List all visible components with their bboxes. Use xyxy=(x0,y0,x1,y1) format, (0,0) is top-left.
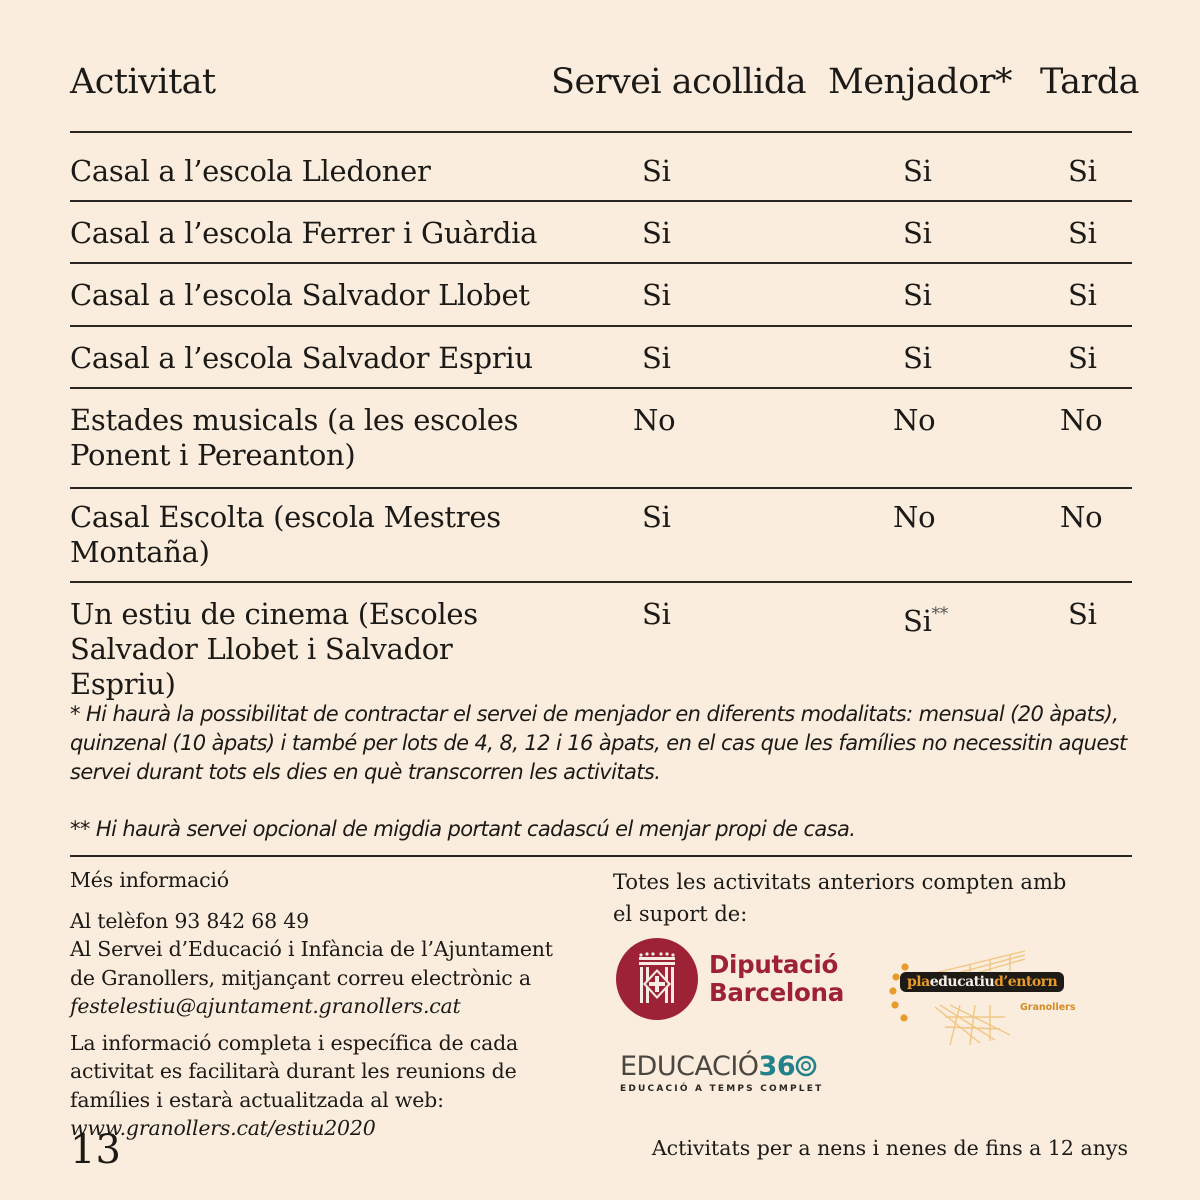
menjador-value: Si xyxy=(903,216,932,250)
activity-name: Casal a l’escola Salvador Llobet xyxy=(70,278,530,312)
page-number: 13 xyxy=(70,1127,121,1173)
acollida-value: No xyxy=(633,403,676,437)
acollida-value: Si xyxy=(642,597,671,631)
menjador-value: Si xyxy=(903,278,932,312)
pla-educatiu-entorn-logo xyxy=(880,945,1110,1055)
email-link[interactable]: festelestiu@ajuntament.granollers.cat xyxy=(70,994,461,1018)
phone-line: Al telèfon 93 842 68 49 xyxy=(70,908,309,933)
e360-tagline: EDUCACIÓ A TEMPS COMPLET xyxy=(620,1084,824,1094)
tarda-value: No xyxy=(1060,403,1103,437)
web-text: La informació completa i específica de cada activitat es facilitarà durant les reunions de famílies i estarà actualitzada al web: xyxy=(70,1030,519,1112)
activity-name: Casal a l’escola Lledoner xyxy=(70,154,431,188)
more-info-title: Més informació xyxy=(70,868,229,892)
e360-zero-icon xyxy=(795,1055,817,1077)
acollida-value: Si xyxy=(642,500,671,534)
web-link[interactable]: www.granollers.cat/estiu2020 xyxy=(70,1116,376,1140)
diputacio-line-1: Diputació xyxy=(709,950,839,979)
tarda-value: Si xyxy=(1068,597,1097,631)
e360-word: EDUCACIÓ xyxy=(620,1051,759,1082)
support-text xyxy=(613,866,1113,930)
menjador-value xyxy=(903,597,948,639)
educacio-360-logo xyxy=(620,1052,823,1094)
activity-name: Casal a l’escola Salvador Espriu xyxy=(70,341,533,375)
acollida-value: Si xyxy=(642,154,671,188)
row-divider xyxy=(70,200,1132,202)
acollida-value: Si xyxy=(642,216,671,250)
footnote-mark: ** xyxy=(931,604,948,624)
header-acollida: Servei acollida xyxy=(551,62,807,102)
acollida-value: Si xyxy=(642,278,671,312)
pla-grid-graphic-icon xyxy=(880,945,1110,1055)
header-divider xyxy=(70,131,1132,133)
diputacio-shield-icon xyxy=(615,937,699,1021)
e360-wordmark xyxy=(620,1052,823,1082)
footnote-migdia: ** Hi haurà servei opcional de migdia portant cadascú el menjar propi de casa. xyxy=(70,817,856,841)
footnote-menjador: * Hi haurà la possibilitat de contractar el servei de menjador en diferents modalitats: mensual (20 àpats), quinzenal (10 àpats) i també per lots de 4, 8, 12 i 16 àpats, en el cas que les famílies no necessitin aquest servei durant tots els dies en què transcorren les activitats. xyxy=(70,702,1127,784)
acollida-value: Si xyxy=(642,341,671,375)
pla-word-2: educatiu xyxy=(929,974,995,990)
menjador-value: No xyxy=(893,403,936,437)
activity-name: Estades musicals (a les escoles Ponent i Pereanton) xyxy=(70,403,519,472)
tarda-value: No xyxy=(1060,500,1103,534)
row-divider xyxy=(70,581,1132,583)
table-header xyxy=(70,62,1139,112)
header-tarda: Tarda xyxy=(1040,62,1139,102)
tarda-value: Si xyxy=(1068,278,1097,312)
menjador-text: Si xyxy=(903,604,932,638)
row-divider xyxy=(70,487,1132,489)
activity-name: Un estiu de cinema (Escoles Salvador Llobet i Salvador Espriu) xyxy=(70,597,478,701)
header-activity: Activitat xyxy=(70,62,216,102)
menjador-value: Si xyxy=(903,341,932,375)
pla-wordmark xyxy=(900,972,1064,992)
pla-city: Granollers xyxy=(1020,1002,1076,1013)
tarda-value: Si xyxy=(1068,154,1097,188)
web-info xyxy=(70,1029,600,1143)
menjador-value: No xyxy=(893,500,936,534)
diputacio-barcelona-logo xyxy=(615,937,844,1021)
header-menjador: Menjador* xyxy=(828,62,1013,102)
support-line-1: Totes les activitats anteriors compten amb xyxy=(613,870,1067,894)
menjador-value: Si xyxy=(903,154,932,188)
support-line-2: el suport de: xyxy=(613,902,748,926)
tarda-value: Si xyxy=(1068,216,1097,250)
activity-name: Casal a l’escola Ferrer i Guàrdia xyxy=(70,216,538,250)
diputacio-line-2: Barcelona xyxy=(709,978,844,1007)
tarda-value: Si xyxy=(1068,341,1097,375)
footnotes xyxy=(70,700,1132,844)
more-info xyxy=(70,866,600,1143)
activity-name: Casal Escolta (escola Mestres Montaña) xyxy=(70,500,501,569)
pla-word-3: d’entorn xyxy=(994,974,1058,990)
notes-divider xyxy=(70,855,1132,857)
pla-word-1: pla xyxy=(907,974,930,990)
row-divider xyxy=(70,262,1132,264)
row-divider xyxy=(70,325,1132,327)
e360-number: 36 xyxy=(758,1051,796,1082)
email-line-2: de Granollers, mitjançant correu electrònic a xyxy=(70,965,531,990)
footer-text: Activitats per a nens i nenes de fins a 12 anys xyxy=(651,1136,1128,1160)
row-divider xyxy=(70,387,1132,389)
email-line-1: Al Servei d’Educació i Infància de l’Ajuntament xyxy=(70,937,553,961)
